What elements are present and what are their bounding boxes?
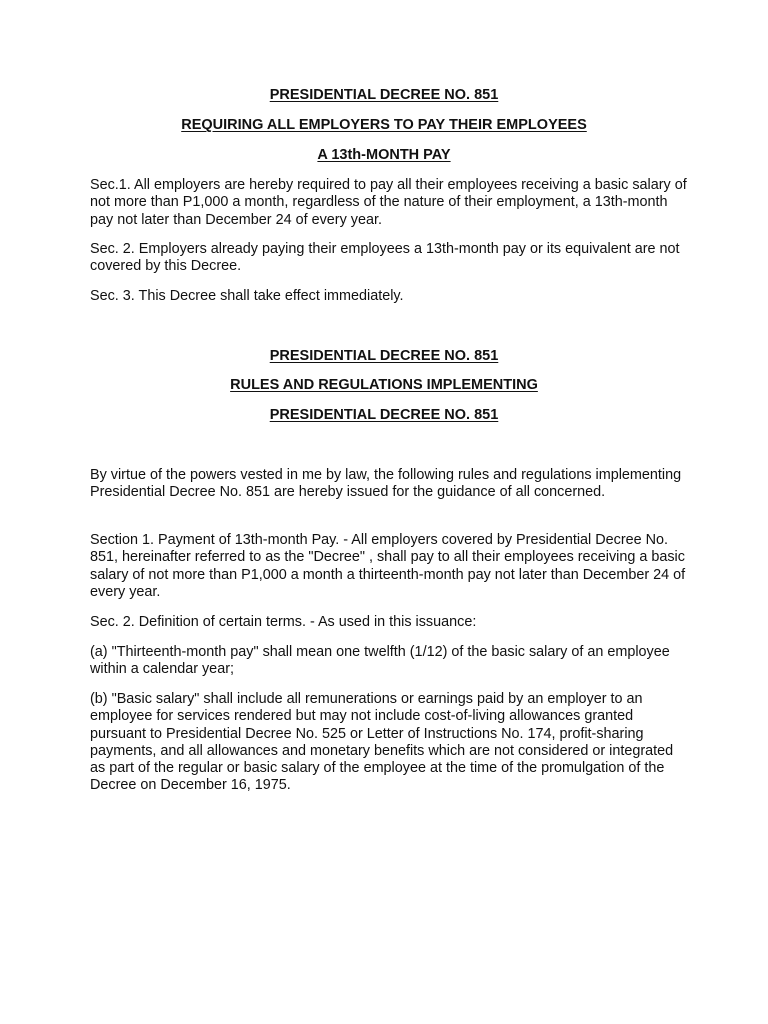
decree-subtitle-2: A 13th-MONTH PAY [317, 147, 451, 163]
decree-section-1: Sec.1. All employers are hereby required to pay all their employees receiving a basic salary of not more than P1,000 a month, regardless of the nature of their employment, a 13th-month pay not later than December 24 of every year. [90, 177, 687, 228]
decree-title: PRESIDENTIAL DECREE NO. 851 [269, 87, 499, 103]
rules-section-1: Section 1. Payment of 13th-month Pay. - All employers covered by Presidential Decree No. 851, hereinafter referred to as the "Decree" , shall pay to all their employees receiving a basic salary of not more than P1,000 a month a thirteenth-month pay not later than December 24 of every year. [90, 532, 686, 600]
rules-subtitle-2: PRESIDENTIAL DECREE NO. 851 [269, 407, 499, 423]
decree-section-3: Sec. 3. This Decree shall take effect immediately. [90, 288, 404, 304]
rules-subtitle: RULES AND REGULATIONS IMPLEMENTING [230, 377, 538, 393]
rules-definition-b: (b) "Basic salary" shall include all remunerations or earnings paid by an employer to an employee for services rendered but may not include cost-of-living allowances granted pursuant to Presidential Decree No. 525 or Letter of Instructions No. 174, profit-sharing payments, and all allowances and monetary benefits which are not considered or integrated as part of the regular or basic salary of the employee at the time of the promulgation of the Decree on December 16, 1975. [90, 691, 674, 794]
rules-title: PRESIDENTIAL DECREE NO. 851 [269, 348, 499, 364]
decree-section-2: Sec. 2. Employers already paying their employees a 13th-month pay or its equivalent are not covered by this Decree. [90, 241, 680, 275]
decree-subtitle: REQUIRING ALL EMPLOYERS TO PAY THEIR EMPLOYEES [181, 117, 587, 133]
rules-intro: By virtue of the powers vested in me by law, the following rules and regulations implementing Presidential Decree No. 851 are hereby issued for the guidance of all concerned. [90, 467, 682, 501]
rules-definition-a: (a) "Thirteenth-month pay" shall mean one twelfth (1/12) of the basic salary of an employee within a calendar year; [90, 644, 670, 678]
rules-section-2: Sec. 2. Definition of certain terms. - As used in this issuance: [90, 614, 477, 630]
